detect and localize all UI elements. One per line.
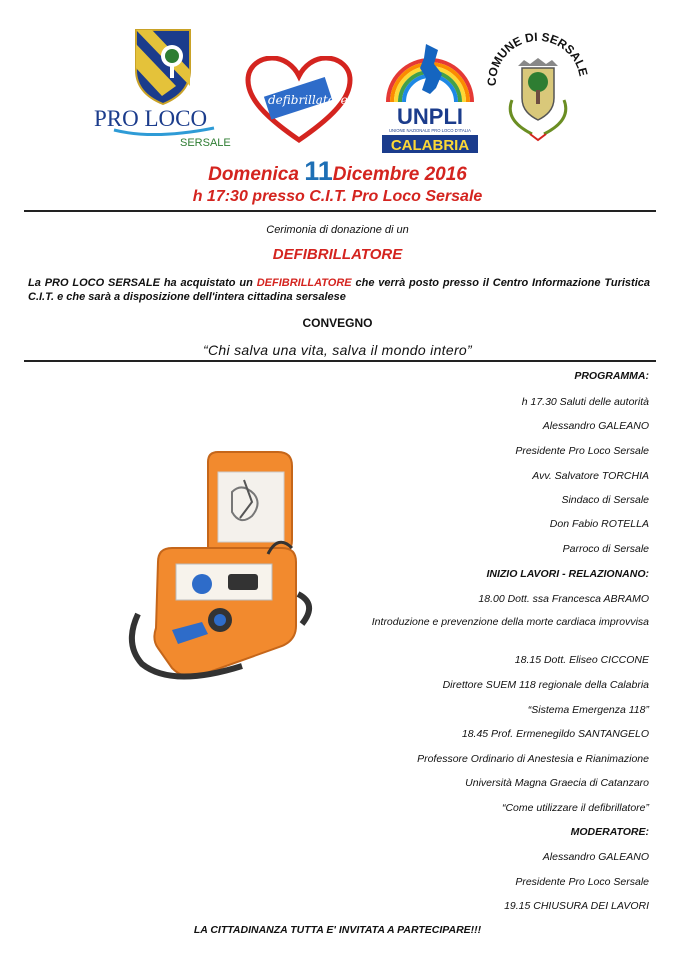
convegno-heading: CONVEGNO [302, 316, 373, 330]
proloco-name: PRO LOCO [94, 106, 208, 131]
program-item: h 17.30 Saluti delle autorità [521, 396, 649, 408]
unpli-subtitle: UNIONE NAZIONALE PRO LOCO D'ITALIA [389, 128, 471, 133]
motto: “Chi salva una vita, salva il mondo intero” [203, 342, 472, 358]
proloco-subtitle: SERSALE [180, 137, 231, 149]
defibrillatore-title: DEFIBRILLATORE [272, 246, 403, 263]
event-date: Domenica 11Dicembre 2016 [208, 156, 467, 186]
unpli-region: CALABRIA [390, 137, 470, 154]
comune-name: COMUNE DI SERSALE [484, 29, 591, 87]
program-section-moderatore: MODERATORE: [570, 826, 649, 838]
program-item: Professore Ordinario di Anestesia e Rianimazione [417, 753, 649, 765]
program-item: Parroco di Sersale [562, 543, 649, 555]
intro-paragraph: La PRO LOCO SERSALE ha acquistato un DEFIBRILLATORE che verrà posto presso il Centro Informazione Turistica C.I.T. e che sarà a disposizione dell'intera cittadina sersalese [28, 277, 651, 303]
program-item: Presidente Pro Loco Sersale [515, 876, 649, 888]
program-section-relazionano: INIZIO LAVORI - RELAZIONANO: [486, 568, 649, 580]
unpli-name: UNPLI [397, 104, 463, 129]
proloco-shield-icon [136, 30, 190, 104]
program-item: Sindaco di Sersale [561, 494, 649, 506]
program-item: 18.00 Dott. ssa Francesca ABRAMO [478, 593, 649, 605]
program-item: Avv. Salvatore TORCHIA [532, 470, 649, 482]
program-item: Alessandro GALEANO [542, 420, 649, 432]
program-item: “Come utilizzare il defibrillatore” [501, 802, 649, 814]
divider-top [24, 210, 656, 212]
comune-di-sersale-logo [482, 20, 592, 150]
event-time-place: h 17:30 presso C.I.T. Pro Loco Sersale [192, 188, 483, 205]
ceremony-line: Cerimonia di donazione di un [266, 224, 409, 236]
defibrillator-device-image [118, 444, 328, 690]
closing-invitation: LA CITTADINANZA TUTTA E' INVITATA A PARTECIPARE!!! [193, 924, 482, 936]
program-item: 18.45 Prof. Ermenegildo SANTANGELO [461, 728, 649, 740]
proloco-logo [90, 26, 240, 154]
unpli-calabria-logo [378, 40, 482, 154]
defib-logo-text: defibrillatore [268, 93, 348, 107]
program-item: Presidente Pro Loco Sersale [515, 445, 649, 457]
program-item: 19.15 CHIUSURA DEI LAVORI [504, 900, 649, 912]
program-item: Don Fabio ROTELLA [549, 518, 649, 530]
program-item: Alessandro GALEANO [542, 851, 649, 863]
program-list [349, 370, 649, 920]
program-heading: PROGRAMMA: [574, 370, 649, 382]
defibrillatore-heart-logo [244, 56, 354, 144]
comune-coat-of-arms-icon [510, 58, 566, 140]
program-item: Direttore SUEM 118 regionale della Calabria [442, 679, 649, 691]
program-item: 18.15 Dott. Eliseo CICCONE [514, 654, 649, 666]
divider-middle [24, 360, 656, 362]
program-item: “Sistema Emergenza 118” [527, 704, 649, 716]
program-item: Introduzione e prevenzione della morte cardiaca improvvisa [371, 616, 649, 628]
program-item: Università Magna Graecia di Catanzaro [465, 777, 649, 789]
